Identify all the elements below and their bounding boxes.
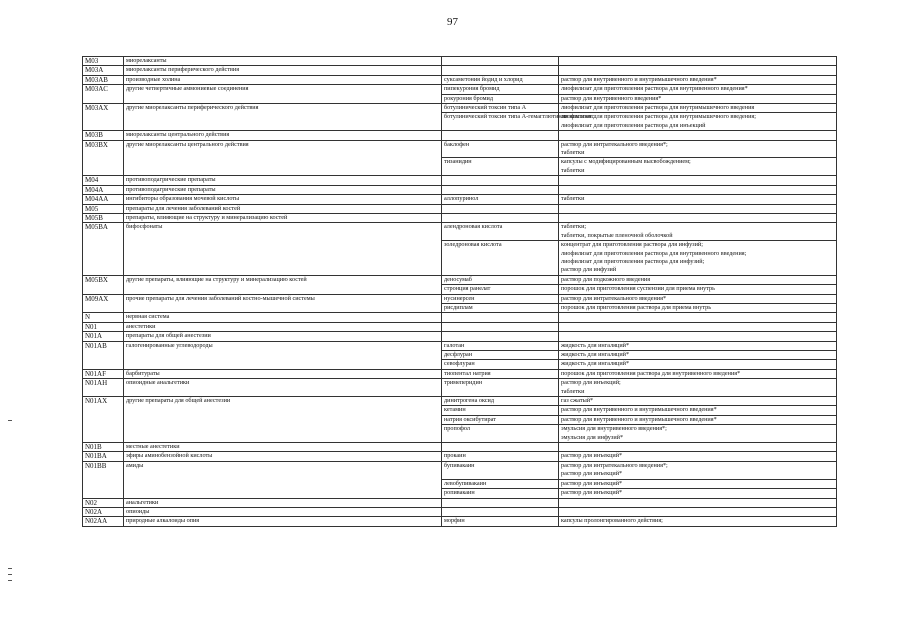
dosage-form: раствор для инъекций*: [561, 452, 623, 460]
group-name-cell: галогенированные углеводороды: [124, 341, 442, 369]
table-row: [83, 176, 837, 185]
drug-name-cell: [442, 204, 559, 213]
table-row: [83, 57, 837, 66]
dosage-form: эмульсия для внутривенного введения*;: [559, 424, 836, 433]
dosage-form-cell: [559, 131, 837, 140]
dosage-form: раствор для внутривенного и внутримышечного введения*: [559, 415, 836, 424]
atc-code-cell: N01B: [83, 443, 124, 452]
dosage-form-cell: [559, 517, 837, 526]
group-name-cell: опиоиды: [124, 507, 442, 516]
dosage-form: раствор для инфузий: [561, 266, 617, 274]
dosage-form-cell: [559, 313, 837, 322]
dosage-form: раствор для внутривенного и внутримышечного введения*: [559, 405, 836, 414]
drug-name: севофлуран: [442, 359, 558, 368]
drug-name-cell: [442, 131, 559, 140]
scan-mark: [8, 420, 12, 421]
drug-name-cell: [442, 85, 559, 104]
table-row: [83, 195, 837, 204]
drug-name: рокурония бромид: [442, 94, 558, 103]
dosage-form: таблетки;: [561, 223, 587, 231]
drug-name: рисдиплам: [442, 303, 558, 312]
atc-code-cell: N01AB: [83, 341, 124, 369]
group-name-cell: препараты, влияющие на структуру и минерализацию костей: [124, 213, 442, 222]
dosage-form-cell: [559, 185, 837, 194]
dosage-form-cell: [559, 332, 837, 341]
atc-code-cell: M03BX: [83, 140, 124, 176]
drug-name: тримеперидин: [444, 379, 483, 387]
group-name-cell: эфиры аминобензойной кислоты: [124, 452, 442, 461]
table-row: [83, 294, 837, 313]
drug-name-cell: [442, 66, 559, 75]
drug-name-cell: [442, 57, 559, 66]
table-row: [83, 131, 837, 140]
atc-code-cell: M04A: [83, 185, 124, 194]
dosage-form-cell: [559, 176, 837, 185]
dosage-form-cell: [559, 213, 837, 222]
atc-code-cell: M03A: [83, 66, 124, 75]
group-name-cell: опиоидные анальгетики: [124, 379, 442, 397]
group-name-cell: амиды: [124, 461, 442, 498]
drug-name: натрия оксибутират: [442, 415, 558, 424]
group-name-cell: миорелаксанты: [124, 57, 442, 66]
drug-name: стронция ранелат: [442, 284, 558, 293]
drug-name-cell: [442, 341, 559, 369]
dosage-form: жидкость для ингаляций*: [559, 359, 836, 368]
atc-code-cell: M03AB: [83, 75, 124, 84]
dosage-form-cell: [559, 294, 837, 313]
dosage-form-cell: [559, 507, 837, 516]
dosage-form: порошок для приготовления раствора для приема внутрь: [559, 303, 836, 312]
drug-name: бупивакаин: [444, 461, 475, 469]
group-name-cell: природные алкалоиды опия: [124, 517, 442, 526]
atc-code-cell: M05BA: [83, 223, 124, 275]
drug-name-cell: [442, 452, 559, 461]
dosage-form: лиофилизат для приготовления раствора для внутримышечного введения: [561, 104, 755, 112]
dosage-form-cell: [559, 461, 837, 498]
dosage-form: капсулы пролонгированного действия;: [561, 517, 663, 525]
dosage-form: жидкость для ингаляций*: [559, 350, 836, 359]
group-name-cell: другие миорелаксанты центрального действия: [124, 140, 442, 176]
dosage-form-cell: [559, 452, 837, 461]
drug-name: нусинерсен: [444, 294, 475, 302]
dosage-form: порошок для приготовления раствора для внутривенного введения*: [561, 369, 741, 377]
table-row: [83, 213, 837, 222]
atc-code-cell: M03B: [83, 131, 124, 140]
drug-name: золедроновая кислота: [442, 240, 558, 275]
table-row: [83, 104, 837, 131]
scan-mark: [8, 580, 12, 581]
dosage-form: таблетки: [561, 166, 585, 174]
table-row: [83, 379, 837, 397]
dosage-form-cell: [559, 140, 837, 176]
dosage-form: эмульсия для инфузий*: [561, 433, 624, 441]
table-row: [83, 140, 837, 176]
drug-name: алендроновая кислота: [444, 223, 503, 231]
dosage-form-cell: [559, 379, 837, 397]
drug-name: прокаин: [444, 452, 466, 460]
dosage-form: раствор для инъекций*: [559, 479, 836, 488]
drug-name-cell: [442, 140, 559, 176]
group-name-cell: другие миорелаксанты периферического действия: [124, 104, 442, 131]
dosage-form: порошок для приготовления суспензии для приема внутрь: [559, 284, 836, 293]
atc-code-cell: N01AF: [83, 369, 124, 378]
group-name-cell: противоподагрические препараты: [124, 176, 442, 185]
atc-code-cell: M04: [83, 176, 124, 185]
table-row: [83, 397, 837, 443]
drug-name-cell: [442, 313, 559, 322]
dosage-form: лиофилизат для приготовления раствора для инъекций: [561, 121, 706, 129]
dosage-form: раствор для инъекций;: [561, 379, 621, 387]
drug-name-cell: [442, 443, 559, 452]
drug-name-cell: [442, 176, 559, 185]
atc-table-container: [82, 56, 836, 527]
atc-code-cell: N01AX: [83, 397, 124, 443]
drug-name-cell: [442, 397, 559, 443]
scan-mark: [8, 574, 12, 575]
drug-name-cell: [442, 332, 559, 341]
atc-code-cell: N01AH: [83, 379, 124, 397]
table-row: [83, 452, 837, 461]
dosage-form: лиофилизат для приготовления раствора для инфузий;: [561, 257, 705, 265]
drug-name-cell: [442, 213, 559, 222]
table-row: [83, 185, 837, 194]
drug-name-cell: [442, 275, 559, 294]
dosage-form: таблетки: [561, 149, 585, 157]
scan-mark: [8, 568, 12, 569]
dosage-form: жидкость для ингаляций*: [561, 341, 630, 349]
drug-name-cell: [442, 322, 559, 331]
dosage-form: раствор для инъекций*: [561, 470, 623, 478]
group-name-cell: миорелаксанты центрального действия: [124, 131, 442, 140]
dosage-form-cell: [559, 341, 837, 369]
table-row: [83, 313, 837, 322]
group-name-cell: прочие препараты для лечения заболеваний костно-мышечной системы: [124, 294, 442, 313]
table-row: [83, 322, 837, 331]
group-name-cell: анальгетики: [124, 498, 442, 507]
atc-code-cell: M05BX: [83, 275, 124, 294]
table-row: [83, 461, 837, 498]
drug-name-cell: [442, 185, 559, 194]
group-name-cell: местные анестетики: [124, 443, 442, 452]
table-row: [83, 85, 837, 104]
drug-name: пипекурония бромид: [444, 85, 500, 93]
drug-name: левобупивакаин: [442, 479, 558, 488]
atc-code-cell: M04AA: [83, 195, 124, 204]
table-row: [83, 517, 837, 526]
drug-name: деносумаб: [444, 275, 472, 283]
drug-name: морфин: [444, 517, 465, 525]
dosage-form-cell: [559, 57, 837, 66]
group-name-cell: противоподагрические препараты: [124, 185, 442, 194]
dosage-form-cell: [559, 204, 837, 213]
atc-drug-table: [82, 56, 837, 527]
atc-code-cell: N02AA: [83, 517, 124, 526]
atc-code-cell: N01: [83, 322, 124, 331]
page-number: 97: [447, 16, 458, 28]
drug-name-cell: [442, 195, 559, 204]
dosage-form: лиофилизат для приготовления раствора для внутривенного введения;: [561, 249, 747, 257]
group-name-cell: другие четвертичные аммониевые соединения: [124, 85, 442, 104]
dosage-form-cell: [559, 397, 837, 443]
dosage-form-cell: [559, 75, 837, 84]
drug-name: пропофол: [442, 424, 558, 442]
atc-code-cell: N01BA: [83, 452, 124, 461]
dosage-form-cell: [559, 369, 837, 378]
drug-name: динитрогена оксид: [444, 397, 495, 405]
drug-name-cell: [442, 507, 559, 516]
dosage-form: таблетки, покрытые пленочной оболочкой: [561, 231, 673, 239]
dosage-form: раствор для внутривенного и внутримышечного введения*: [561, 75, 717, 83]
dosage-form-cell: [559, 66, 837, 75]
dosage-form: раствор для подкожного введения: [561, 275, 651, 283]
group-name-cell: препараты для общей анестезии: [124, 332, 442, 341]
drug-name: баклофен: [444, 140, 470, 148]
atc-code-cell: N02A: [83, 507, 124, 516]
dosage-form-cell: [559, 443, 837, 452]
drug-name: ботулинический токсин типа А-гемагглютинин комплекс: [444, 113, 595, 121]
drug-name-cell: [442, 104, 595, 131]
drug-name-cell: [442, 517, 559, 526]
atc-code-cell: N: [83, 313, 124, 322]
atc-code-cell: M03: [83, 57, 124, 66]
table-row: [83, 507, 837, 516]
drug-name: тизанидин: [442, 157, 558, 175]
dosage-form-cell: [559, 275, 837, 294]
drug-name-cell: [442, 498, 559, 507]
table-row: [83, 443, 837, 452]
table-row: [83, 275, 837, 294]
dosage-form-cell: [559, 322, 837, 331]
atc-code-cell: M03AX: [83, 104, 124, 131]
group-name-cell: нервная система: [124, 313, 442, 322]
dosage-form: газ сжатый*: [561, 397, 594, 405]
atc-code-cell: M05B: [83, 213, 124, 222]
atc-code-cell: N01BB: [83, 461, 124, 498]
dosage-form: таблетки: [561, 195, 585, 203]
group-name-cell: другие препараты для общей анестезии: [124, 397, 442, 443]
dosage-form: капсулы с модифицированным высвобождением;: [559, 157, 836, 166]
dosage-form: раствор для интратекального введения*: [561, 294, 667, 302]
group-name-cell: ингибиторы образования мочевой кислоты: [124, 195, 442, 204]
atc-code-cell: N02: [83, 498, 124, 507]
drug-name-cell: [442, 379, 559, 397]
atc-code-cell: M09AX: [83, 294, 124, 313]
drug-name: галотан: [444, 341, 465, 349]
dosage-form: раствор для интратекального введения*;: [561, 140, 668, 148]
table-row: [83, 332, 837, 341]
dosage-form: раствор для интратекального введения*;: [561, 461, 668, 469]
group-name-cell: другие препараты, влияющие на структуру и минерализацию костей: [124, 275, 442, 294]
drug-name: кетамин: [442, 405, 558, 414]
dosage-form-cell: [559, 85, 837, 104]
dosage-form-cell: [559, 498, 837, 507]
drug-name-cell: [442, 223, 559, 275]
drug-name: суксаметония йодид и хлорид: [444, 75, 523, 83]
table-row: [83, 66, 837, 75]
atc-code-cell: N01A: [83, 332, 124, 341]
table-row: [83, 223, 837, 275]
group-name-cell: миорелаксанты периферического действия: [124, 66, 442, 75]
group-name-cell: производные холина: [124, 75, 442, 84]
dosage-form-cell: [559, 195, 837, 204]
table-row: [83, 204, 837, 213]
drug-name-cell: [442, 75, 559, 84]
drug-name-cell: [442, 461, 559, 498]
drug-name: тиопентал натрия: [444, 369, 491, 377]
dosage-form: лиофилизат для приготовления раствора для внутривенного введения*: [561, 85, 748, 93]
drug-name: ботулинический токсин типа А: [444, 104, 527, 112]
drug-name-cell: [442, 369, 559, 378]
drug-name: ропивакаин: [442, 488, 558, 497]
dosage-form: таблетки: [561, 387, 585, 395]
group-name-cell: бифосфонаты: [124, 223, 442, 275]
dosage-form-cell: [559, 223, 837, 275]
table-row: [83, 75, 837, 84]
drug-name-cell: [442, 294, 559, 313]
drug-name: аллопуринол: [444, 195, 479, 203]
drug-name: десфлуран: [442, 350, 558, 359]
dosage-form: лиофилизат для приготовления раствора для внутримышечного введения;: [559, 112, 836, 121]
group-name-cell: барбитураты: [124, 369, 442, 378]
table-row: [83, 341, 837, 369]
table-row: [83, 369, 837, 378]
dosage-form: раствор для внутривенного введения*: [559, 94, 836, 103]
atc-code-cell: M03AC: [83, 85, 124, 104]
group-name-cell: анестетики: [124, 322, 442, 331]
dosage-form: раствор для инъекций*: [559, 488, 836, 497]
dosage-form-cell: [559, 104, 837, 131]
atc-code-cell: M05: [83, 204, 124, 213]
table-row: [83, 498, 837, 507]
group-name-cell: препараты для лечения заболеваний костей: [124, 204, 442, 213]
dosage-form: концентрат для приготовления раствора для инфузий;: [559, 240, 836, 249]
